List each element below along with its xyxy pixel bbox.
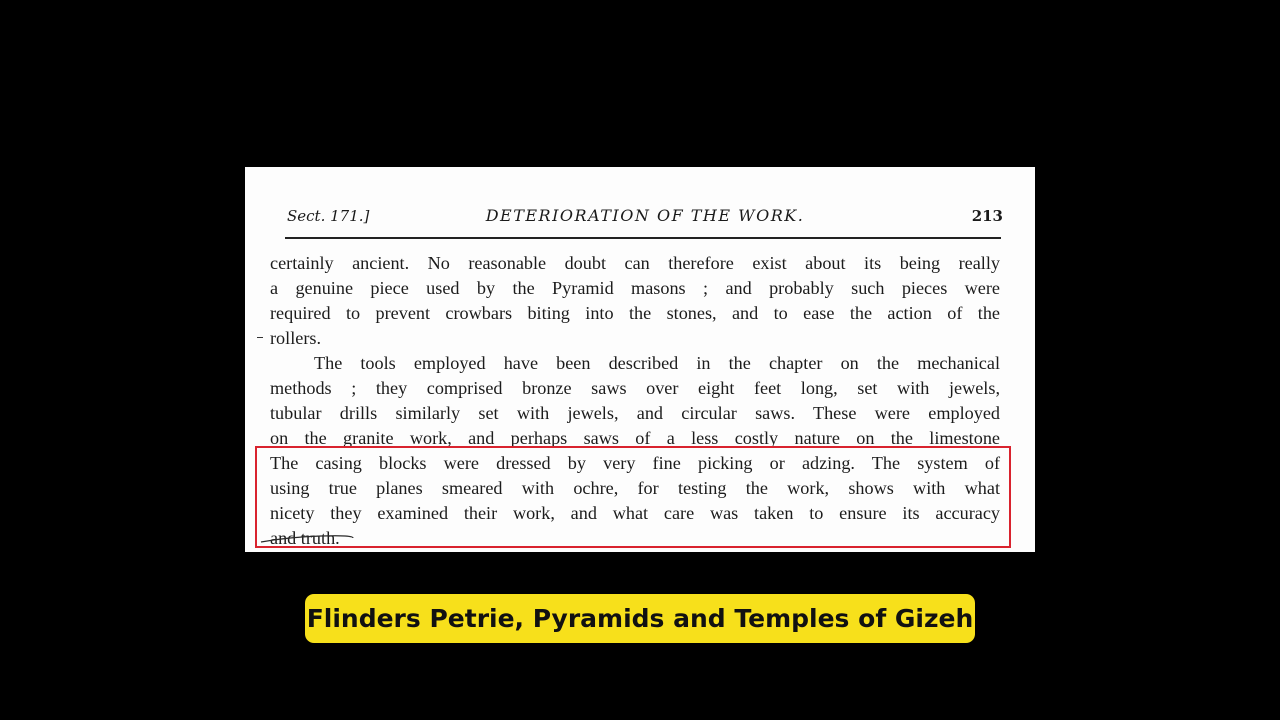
text-line: The tools employed have been described in the chapter on the mechanical bbox=[314, 353, 1000, 373]
highlight-box bbox=[255, 446, 1011, 548]
chapter-heading: DETERIORATION OF THE WORK. bbox=[485, 206, 805, 225]
highlighted-text-line: nicety they examined their work, and what care was taken to ensure its accuracy bbox=[270, 503, 1000, 523]
text-line: required to prevent crowbars biting into the stones, and to ease the action of the bbox=[270, 303, 1000, 323]
caption-banner bbox=[305, 594, 975, 643]
text-line: on the granite work, and perhaps saws of a less costly nature on the limestone bbox=[270, 428, 1000, 448]
text-line: certainly ancient. No reasonable doubt can therefore exist about its being really bbox=[270, 253, 1000, 273]
highlighted-text-line: and truth. bbox=[270, 528, 340, 548]
margin-pen-mark bbox=[257, 337, 263, 338]
text-line: a genuine piece used by the Pyramid masons ; and probably such pieces were bbox=[270, 278, 1000, 298]
text-line: methods ; they comprised bronze saws over eight feet long, set with jewels, bbox=[270, 378, 1000, 398]
section-reference: Sect. 171.] bbox=[287, 207, 370, 225]
text-line: rollers. bbox=[270, 328, 322, 348]
header-rule bbox=[285, 237, 1001, 239]
running-head bbox=[287, 205, 1003, 231]
highlighted-text-line: using true planes smeared with ochre, for testing the work, shows with what bbox=[270, 478, 1000, 498]
highlighted-text-line: The casing blocks were dressed by very fine picking or adzing. The system of bbox=[270, 453, 1000, 473]
book-page-scan bbox=[245, 167, 1035, 552]
page-number: 213 bbox=[971, 207, 1003, 225]
caption-text: Flinders Petrie, Pyramids and Temples of Gizeh bbox=[306, 604, 974, 633]
text-line: tubular drills similarly set with jewels, and circular saws. These were employed bbox=[270, 403, 1000, 423]
